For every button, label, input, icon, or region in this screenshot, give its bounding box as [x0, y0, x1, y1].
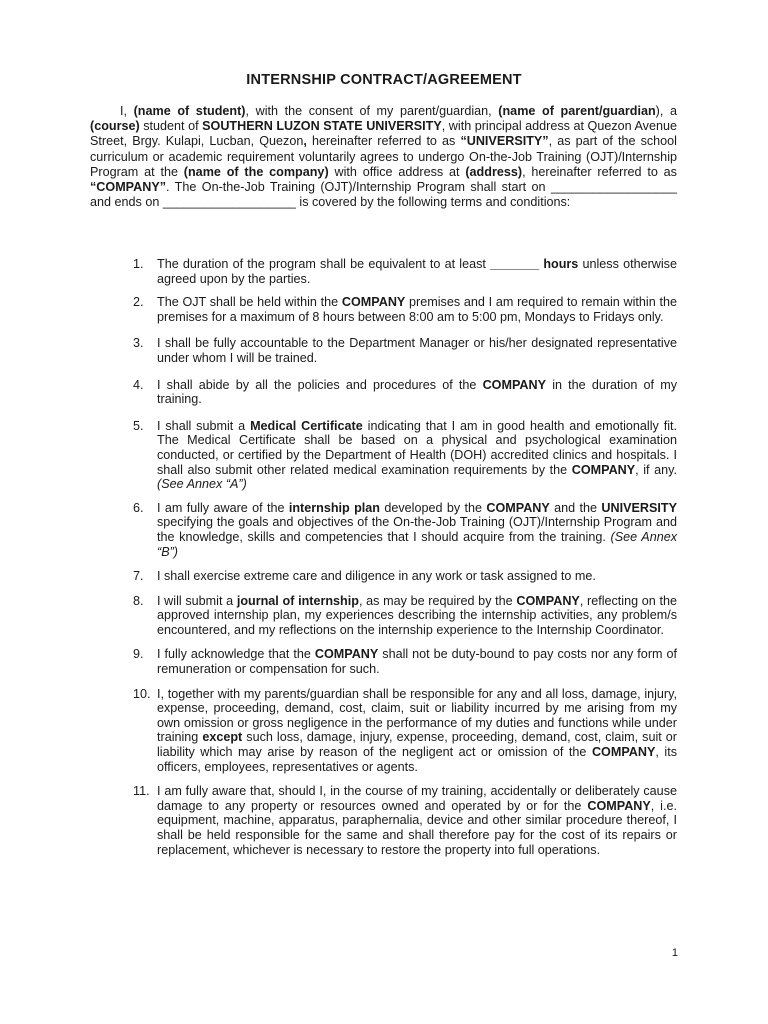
term-bold: COMPANY — [571, 462, 636, 477]
term-text: , its officers, employees, representatives or agents. — [157, 745, 678, 774]
intro-bold-comma: , — [303, 134, 307, 149]
term-bold: COMPANY — [341, 295, 406, 310]
intro-text: , with the consent of my parent/guardian, — [245, 104, 499, 118]
intro-text: with office address at — [328, 164, 466, 179]
term-item-7 — [90, 569, 677, 584]
term-item-6 — [90, 501, 677, 559]
placeholder-address: (address) — [465, 164, 523, 179]
term-bold: Medical Certificate — [250, 418, 363, 433]
term-number: 7. — [133, 569, 144, 584]
term-number: 2. — [133, 295, 144, 310]
term-text: unless otherwise agreed upon by the parties. — [157, 257, 677, 286]
intro-text: I, — [120, 104, 134, 118]
annex-reference: (See Annex “B”) — [157, 529, 677, 559]
term-text: I am fully aware of the — [157, 500, 289, 515]
term-text: in the duration of my training. — [157, 377, 677, 407]
term-number: 11. — [133, 784, 150, 799]
term-item-4 — [90, 378, 677, 407]
term-bold: COMPANY — [591, 745, 656, 760]
term-text: premises and I am required to remain within the premises for a maximum of 8 hours between 8:00 am to 5:00 pm, Mondays to Fridays only. — [157, 295, 677, 324]
term-number: 8. — [133, 593, 144, 608]
term-item-8 — [90, 594, 677, 638]
term-item-2 — [90, 295, 677, 324]
term-number: 1. — [133, 257, 144, 271]
term-text: such loss, damage, injury, expense, proceeding, demand, cost, claim, suit or liability which may arise by reason of the negligent act or omission of the — [157, 730, 677, 760]
term-item-9 — [90, 647, 677, 676]
term-text: I shall submit a — [157, 418, 251, 433]
term-text: , if any. — [635, 462, 677, 477]
intro-text: , as part of the school curriculum or academic requirement voluntarily agrees to undergo On-the-Job Training (OJT)/Internship Program at the — [90, 134, 677, 179]
intro-text: hereinafter referred to as — [306, 134, 461, 149]
term-item-10 — [90, 687, 677, 775]
term-text: I shall be fully accountable to the Department Manager or his/her designated representative under whom I will be trained. — [157, 336, 677, 365]
term-text: I shall exercise extreme care and diligence in any work or task assigned to me. — [157, 569, 596, 584]
term-item-5 — [90, 419, 677, 492]
term-item-3 — [90, 336, 677, 365]
term-text: indicating that I am in good health and emotionally fit. The Medical Certificate shall be based on a physical and psychological examination conducted, or certified by the Department of Health (DOH) accredited clinics and hospitals. I shall also submit other related medical examination requirements by the — [157, 418, 677, 477]
term-bold: journal of internship — [236, 593, 359, 608]
term-bold: COMPANY — [587, 798, 651, 813]
document-title: INTERNSHIP CONTRACT/AGREEMENT — [246, 72, 522, 88]
term-bold: _______ hours — [490, 257, 579, 271]
term-number: 6. — [133, 500, 144, 515]
annex-reference: (See Annex “A”) — [157, 477, 247, 492]
term-text: , as may be required by the — [358, 593, 517, 608]
term-text: shall not be duty-bound to pay costs nor any form of remuneration or compensation for such. — [157, 647, 677, 677]
placeholder-guardian-name: (name of parent/guardian — [498, 104, 656, 118]
placeholder-student-name: (name of student) — [133, 104, 246, 118]
term-text: developed by the — [379, 500, 487, 515]
term-number: 10. — [133, 686, 151, 701]
university-name: SOUTHERN LUZON STATE UNIVERSITY — [202, 119, 442, 134]
company-term: “COMPANY” — [90, 180, 167, 195]
intro-text: , hereinafter referred to as — [522, 164, 677, 179]
term-bold: COMPANY — [486, 500, 550, 515]
term-bold: COMPANY — [516, 593, 580, 608]
term-text: I fully acknowledge that the — [157, 647, 315, 662]
term-bold: internship plan — [288, 500, 380, 515]
intro-text: student of — [139, 119, 203, 134]
term-text: I shall abide by all the policies and procedures of the — [157, 377, 483, 392]
university-term: “UNIVERSITY” — [460, 134, 549, 149]
intro-text: ), a — [655, 104, 677, 118]
term-number: 5. — [133, 418, 144, 433]
term-bold: COMPANY — [482, 377, 547, 392]
term-text: , i.e. equipment, machine, apparatus, paraphernalia, device and other similar procedure thereof, I shall be held responsible for the same and shall therefore pay for the cost of its repairs or replacement, whichever is necessary to restore the property into full operations. — [157, 798, 677, 857]
term-item-1 — [90, 257, 677, 286]
term-item-11 — [90, 784, 677, 857]
term-text: The OJT shall be held within the — [157, 295, 342, 310]
term-number: 9. — [133, 647, 144, 662]
term-bold: UNIVERSITY — [601, 500, 677, 515]
term-text: specifying the goals and objectives of the On-the-Job Training (OJT)/Internship Program and the knowledge, skills and competencies that I should acquire from the training. — [157, 515, 677, 544]
term-text: The duration of the program shall be equivalent to at least — [157, 257, 491, 271]
term-text: I am fully aware that, should I, in the course of my training, accidentally or deliberately cause damage to any property or resources owned and operated by or for the — [157, 784, 677, 813]
term-number: 4. — [133, 377, 144, 392]
page-number: 1 — [671, 947, 678, 959]
term-text: I will submit a — [157, 593, 237, 608]
placeholder-course: (course) — [90, 119, 140, 134]
term-number: 3. — [133, 336, 144, 351]
term-text: and the — [549, 500, 602, 515]
term-text: , reflecting on the approved internship plan, my experiences describing the internship activities, any problem/s encountered, and my reflections on the internship experience to the Internship Coordinator. — [157, 593, 677, 637]
intro-text: . The On-the-Job Training (OJT)/Internship Program shall start on __________________ and ends on ___________________ is covered by the following terms and conditions: — [90, 180, 677, 210]
placeholder-company-name: (name of the company) — [183, 164, 329, 179]
term-text: I, together with my parents/guardian shall be responsible for any and all loss, damage, injury, expense, proceeding, demand, cost, claim, suit or liability incurred by me arising from my own omission or gross negligence in the performance of my duties and functions while under training — [157, 686, 677, 745]
term-bold: except — [202, 730, 243, 745]
terms-list — [90, 257, 677, 857]
intro-paragraph — [90, 104, 677, 210]
term-bold: COMPANY — [314, 647, 379, 662]
intro-text: , with principal address at Quezon Avenue Street, Brgy. Kulapi, Lucban, Quezon — [90, 119, 677, 149]
